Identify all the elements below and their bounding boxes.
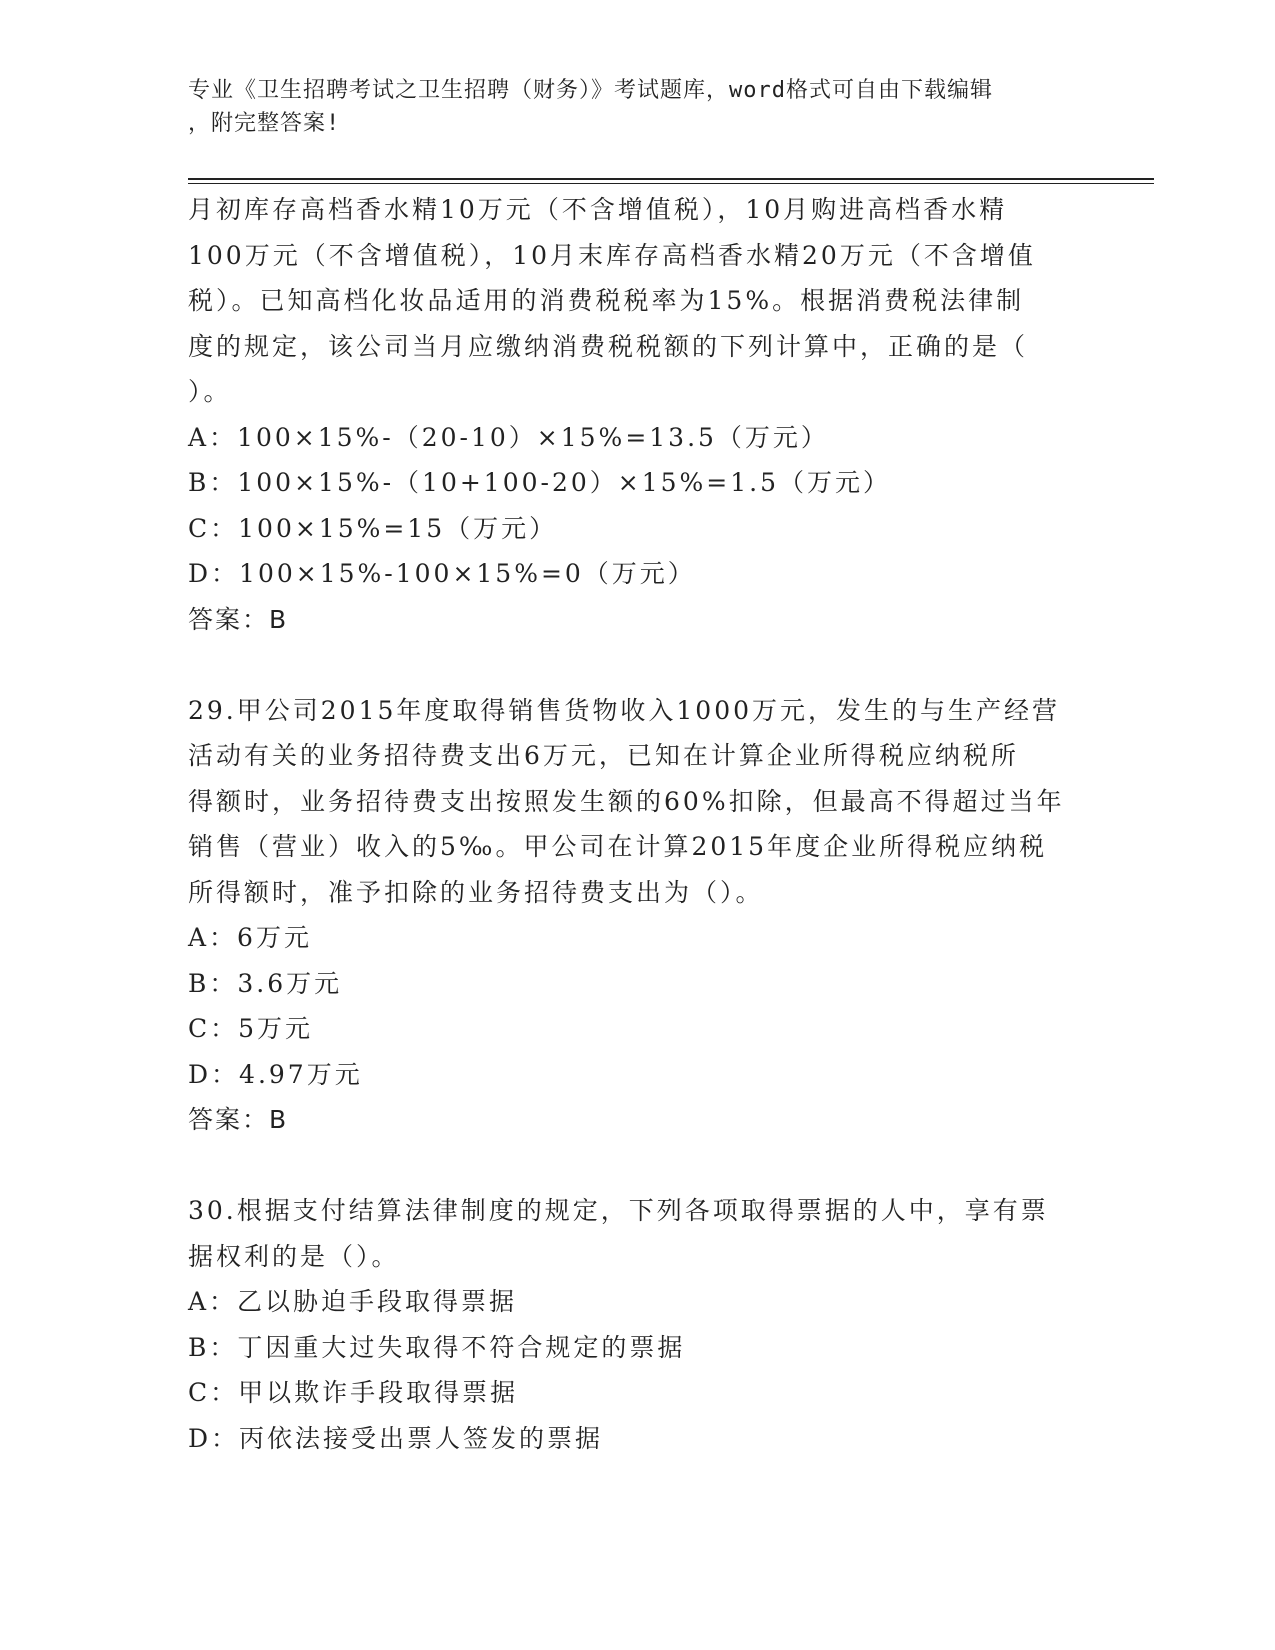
- question-29-stem-line-1: 29.甲公司2015年度取得销售货物收入1000万元，发生的与生产经营: [188, 695, 1061, 725]
- question-28-stem-line-1: 月初库存高档香水精10万元（不含增值税），10月购进高档香水精: [188, 195, 1008, 224]
- question-28-stem-line-4: 度的规定，该公司当月应缴纳消费税税额的下列计算中，正确的是（: [188, 331, 1029, 361]
- header-line-2: ，附完整答案!: [188, 111, 341, 136]
- document-body: [188, 187, 1088, 1461]
- document-header: [188, 74, 1088, 140]
- question-29-stem-line-3: 得额时，业务招待费支出按照发生额的60%扣除，但最高不得超过当年: [188, 786, 1065, 816]
- question-29-option-d: D：4.97万元: [188, 1059, 363, 1089]
- question-30: [188, 1188, 1088, 1461]
- question-30-option-d: D：丙依法接受出票人签发的票据: [188, 1423, 604, 1453]
- question-29-stem-line-4: 销售（营业）收入的5‰。甲公司在计算2015年度企业所得税应纳税: [188, 832, 1048, 861]
- question-28-option-a: A：100×15%-（20-10）×15%=13.5（万元）: [188, 422, 829, 452]
- question-28-stem-line-5: ）。: [188, 377, 232, 406]
- question-30-option-a: A：乙以胁迫手段取得票据: [188, 1287, 518, 1316]
- question-28: [188, 187, 1088, 642]
- header-rule-thin: [188, 183, 1154, 184]
- question-28-stem-line-2: 100万元（不含增值税），10月末库存高档香水精20万元（不含增值: [188, 240, 1036, 270]
- question-29-answer: 答案：B: [188, 1105, 289, 1134]
- question-30-option-c: C：甲以欺诈手段取得票据: [188, 1378, 519, 1407]
- question-spacer: [188, 642, 1088, 688]
- question-29-option-a: A：6万元: [188, 923, 312, 952]
- header-rule-thick: [188, 178, 1154, 180]
- question-28-option-d: D：100×15%-100×15%=0（万元）: [188, 559, 696, 588]
- question-spacer: [188, 1143, 1088, 1189]
- question-28-option-b: B：100×15%-（10+100-20）×15%=1.5（万元）: [188, 468, 892, 497]
- question-30-stem-line-2: 据权利的是（）。: [188, 1241, 400, 1271]
- question-28-answer: 答案：B: [188, 604, 289, 634]
- header-line-1: 专业《卫生招聘考试之卫生招聘（财务）》考试题库，word格式可自由下载编辑: [188, 78, 993, 103]
- question-30-option-b: B：丁因重大过失取得不符合规定的票据: [188, 1332, 686, 1362]
- question-29-option-c: C：5万元: [188, 1014, 314, 1043]
- question-29-option-b: B：3.6万元: [188, 968, 343, 998]
- question-29-stem-line-2: 活动有关的业务招待费支出6万元，已知在计算企业所得税应纳税所: [188, 741, 1019, 770]
- question-28-stem-line-3: 税）。已知高档化妆品适用的消费税税率为15%。根据消费税法律制: [188, 286, 1025, 315]
- question-29: [188, 688, 1088, 1143]
- question-28-option-c: C：100×15%=15（万元）: [188, 513, 558, 543]
- question-29-stem-line-5: 所得额时，准予扣除的业务招待费支出为（）。: [188, 877, 764, 907]
- question-30-stem-line-1: 30.根据支付结算法律制度的规定，下列各项取得票据的人中，享有票: [188, 1196, 1049, 1225]
